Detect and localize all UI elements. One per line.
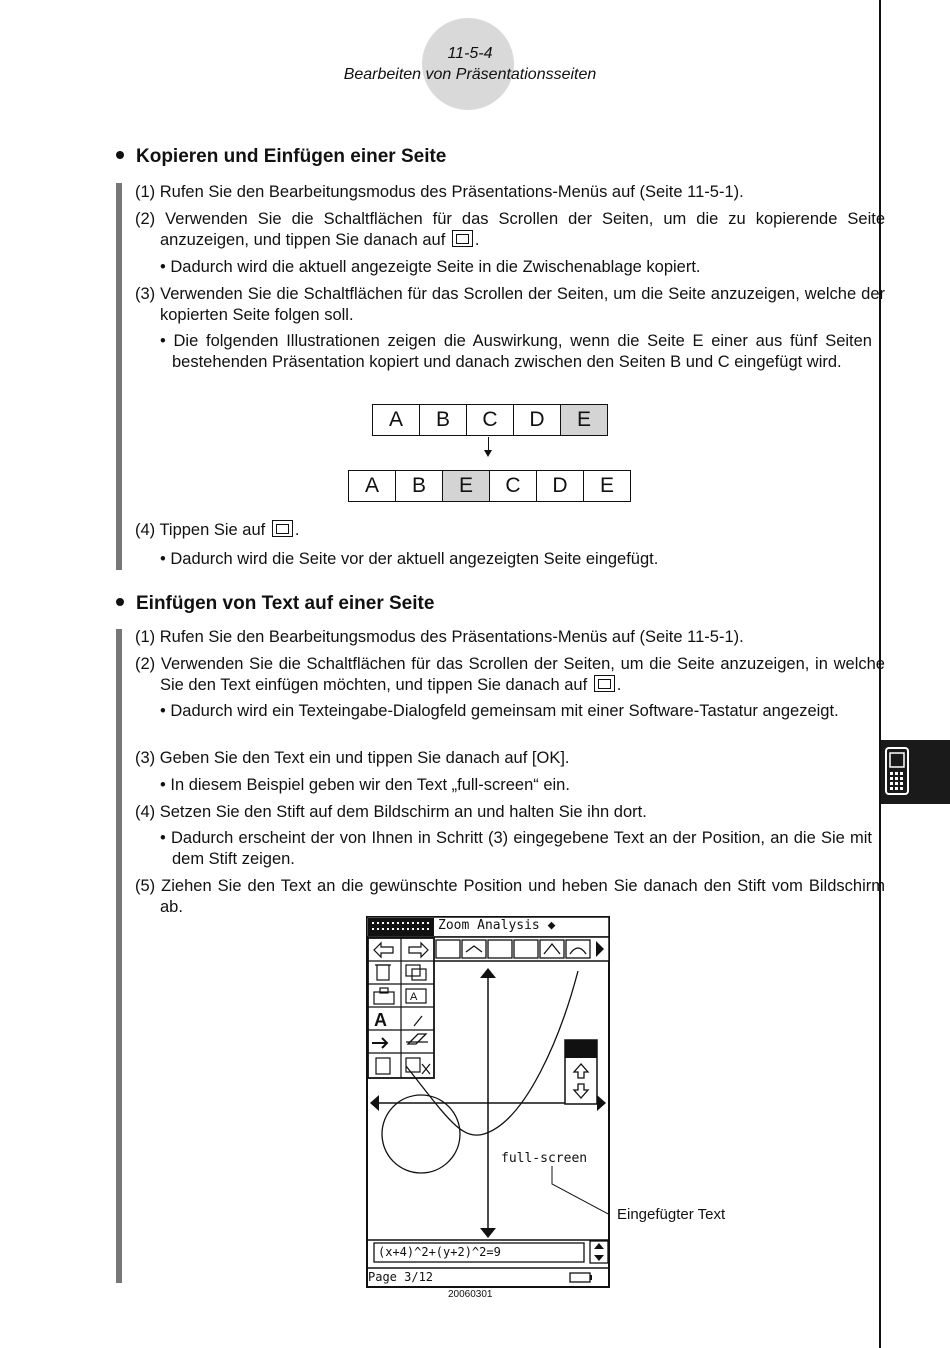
s2-step2-note: • Dadurch wird ein Texteingabe-Dialogfeld gemeinsam mit einer Software-Tastatur angezeigt. [160,702,839,720]
page-cell-highlight: E [561,405,607,435]
page-cell: B [396,471,443,501]
page-cell: D [514,405,561,435]
page-cell: E [599,474,614,497]
section2-bar [116,629,122,1283]
section1-heading: Kopieren und Einfügen einer Seite [116,146,446,168]
sequence-before [372,404,608,436]
date-code: 20060301 [448,1289,493,1300]
s2-step3: (3) Geben Sie den Text ein und tippen Sie danach auf [OK]. [135,749,570,767]
s2-step5: (5) Ziehen Sie den Text an die gewünschte Position und heben Sie danach den Stift vom Bildschirm ab. [135,877,885,916]
page-cell: B [420,405,467,435]
chapter-tab [881,740,950,804]
s1-step1: (1) Rufen Sie den Bearbeitungsmodus des Präsentations-Menüs auf (Seite 11-5-1). [135,183,744,201]
svg-text:A: A [374,1010,387,1030]
s2-step3-note: • In diesem Beispiel geben wir den Text „full-screen“ ein. [160,776,570,794]
page-title: Bearbeiten von Präsentationsseiten [343,66,597,83]
page-cell-highlight: E [443,471,490,501]
callout-label: Eingefügter Text [617,1206,726,1223]
equation-field: (x+4)^2+(y+2)^2=9 [378,1245,501,1259]
insert-text-icon [594,675,615,692]
s2-step2: (2) Verwenden Sie die Schaltflächen für das Scrollen der Seiten, um die Seite anzuzeigen, in welche Sie den Text einfügen möchten, und tippen Sie danach auf . [135,655,885,694]
s1-step4-note: • Dadurch wird die Seite vor der aktuell angezeigten Seite eingefügt. [160,550,659,568]
calculator-screen [366,916,610,1288]
down-arrow-head [484,450,492,457]
page-cell: A [349,471,396,501]
page-cell: C [467,405,514,435]
page-number: 11-5-4 [447,45,493,62]
inserted-text: full-screen [501,1151,588,1166]
section2-heading: Einfügen von Text auf einer Seite [116,593,434,615]
s2-step4: (4) Setzen Sie den Stift auf dem Bildschirm an und halten Sie ihn dort. [135,803,647,821]
s1-step3-note: • Die folgenden Illustrationen zeigen die Auswirkung, wenn die Seite E einer aus fünf Seiten bestehenden Präsentation kopiert und danach zwischen den Seiten B und C eingefügt wird. [160,332,872,371]
header-circle [422,18,514,110]
paste-page-icon [272,520,293,537]
sequence-after [348,470,631,502]
s1-step2-note: • Dadurch wird die aktuell angezeigte Seite in die Zwischenablage kopiert. [160,258,701,276]
s2-step1: (1) Rufen Sie den Bearbeitungsmodus des Präsentations-Menüs auf (Seite 11-5-1). [135,628,744,646]
page-cell: D [537,471,584,501]
s1-step2: (2) Verwenden Sie die Schaltflächen für das Scrollen der Seiten, um die zu kopierende Seite anzuzeigen, und tippen Sie danach auf . [135,210,885,249]
menu-title: Zoom Analysis ◆ [438,918,556,933]
page-cell: C [490,471,537,501]
calculator-icon [881,740,950,804]
s1-step4: (4) Tippen Sie auf . [135,521,300,539]
graph-window [366,916,610,1288]
copy-page-icon [452,230,473,247]
s1-step3: (3) Verwenden Sie die Schaltflächen für das Scrollen der Seiten, um die Seite anzuzeigen, welche der kopierten Seite folgen soll. [135,285,885,324]
section1-bar [116,183,122,570]
s2-step4-note: • Dadurch erscheint der von Ihnen in Schritt (3) eingegebene Text an der Position, an die Sie mit dem Stift zeigen. [160,829,872,868]
svg-text:A: A [410,991,418,1003]
page-status: Page 3/12 [368,1270,434,1284]
page-cell: A [373,405,420,435]
